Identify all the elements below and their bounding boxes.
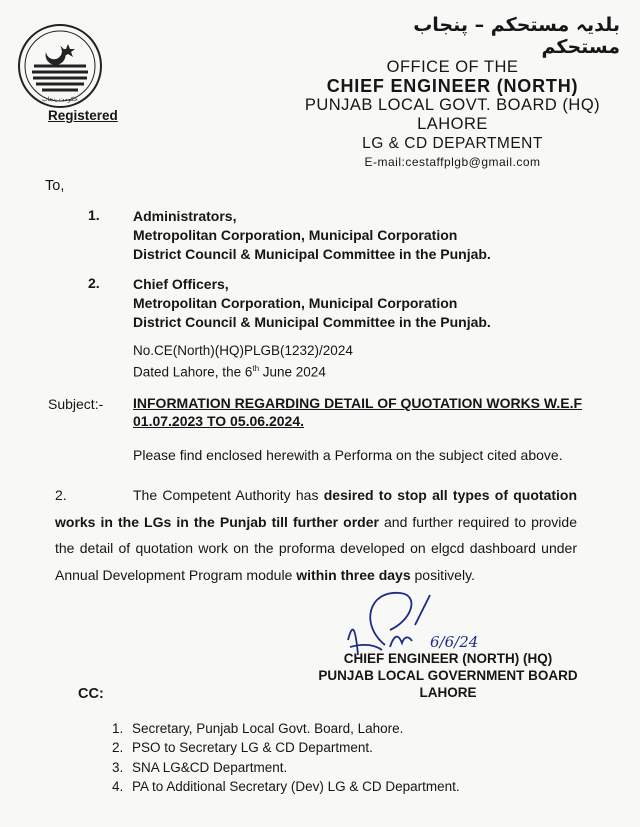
cc-item: 3. SNA LG&CD Department. bbox=[112, 759, 288, 775]
reference-block bbox=[133, 342, 353, 382]
cc-item: 4. PA to Additional Secretary (Dev) LG & CD Department. bbox=[112, 778, 460, 794]
addressee-line: Chief Officers, bbox=[133, 276, 229, 292]
signatory-city: LAHORE bbox=[419, 685, 477, 700]
svg-text:حکومت پنجاب: حکومت پنجاب bbox=[42, 96, 78, 103]
paragraph-2: 2. The Competent Authority has desired to stop all types of quotation works in the LGs in the Punjab till further order and further required to provide the detail of quotation work on the proforma developed on elgcd dashboard under Annual Development Program module within three days positively. bbox=[55, 482, 577, 588]
reference-date: Dated Lahore, the 6th June 2024 bbox=[133, 364, 326, 380]
office-department: LG & CD DEPARTMENT bbox=[362, 135, 543, 152]
signatory-title: CHIEF ENGINEER (NORTH) (HQ) bbox=[343, 651, 553, 666]
cc-item: 2. PSO to Secretary LG & CD Department. bbox=[112, 740, 373, 756]
signatory-block bbox=[306, 650, 590, 701]
office-title: CHIEF ENGINEER (NORTH) bbox=[326, 76, 579, 96]
cc-label: CC: bbox=[78, 686, 104, 702]
signatory-office: PUNJAB LOCAL GOVERNMENT BOARD bbox=[318, 668, 578, 683]
cc-item: 1. Secretary, Punjab Local Govt. Board, Lahore. bbox=[112, 721, 404, 736]
subject-text: INFORMATION REGARDING DETAIL OF QUOTATION WORKS W.E.F 01.07.2023 TO 05.06.2024. bbox=[133, 395, 583, 429]
paragraph-1: Please find enclosed herewith a Performa on the subject cited above. bbox=[133, 447, 563, 463]
office-letterhead bbox=[300, 58, 605, 172]
deadline-text: within three days bbox=[296, 566, 411, 583]
addressee-line: Metropolitan Corporation, Municipal Corporation bbox=[133, 227, 458, 243]
directive-text: desired to stop all types of quotation works in the LGs in the Punjab till further order bbox=[55, 487, 578, 530]
reference-number: No.CE(North)(HQ)PLGB(1232)/2024 bbox=[133, 343, 353, 358]
addressee-number: 2. bbox=[88, 275, 100, 291]
office-line-1: OFFICE OF THE bbox=[386, 58, 519, 76]
addressee-line: District Council & Municipal Committee in the Punjab. bbox=[133, 314, 491, 330]
salutation: To, bbox=[45, 178, 65, 194]
punjab-emblem-logo bbox=[16, 22, 104, 110]
subject-label: Subject:- bbox=[48, 396, 104, 412]
signature-date: 6/6/24 bbox=[430, 633, 479, 651]
office-line-3: PUNJAB LOCAL GOVT. BOARD (HQ) LAHORE bbox=[304, 96, 601, 133]
addressee-number: 1. bbox=[88, 207, 100, 223]
office-email: E-mail:cestaffplgb@gmail.com bbox=[364, 155, 541, 169]
addressee-line: District Council & Municipal Committee in the Punjab. bbox=[133, 246, 491, 262]
cc-list bbox=[112, 719, 552, 796]
addressee-line: Metropolitan Corporation, Municipal Corporation bbox=[133, 295, 458, 311]
addressee-line: Administrators, bbox=[133, 208, 237, 224]
urdu-motto: بلدیہ مستحکم – پنجاب مستحکم bbox=[413, 14, 620, 58]
paragraph-number: 2. bbox=[55, 487, 67, 503]
registered-label: Registered bbox=[48, 108, 118, 123]
